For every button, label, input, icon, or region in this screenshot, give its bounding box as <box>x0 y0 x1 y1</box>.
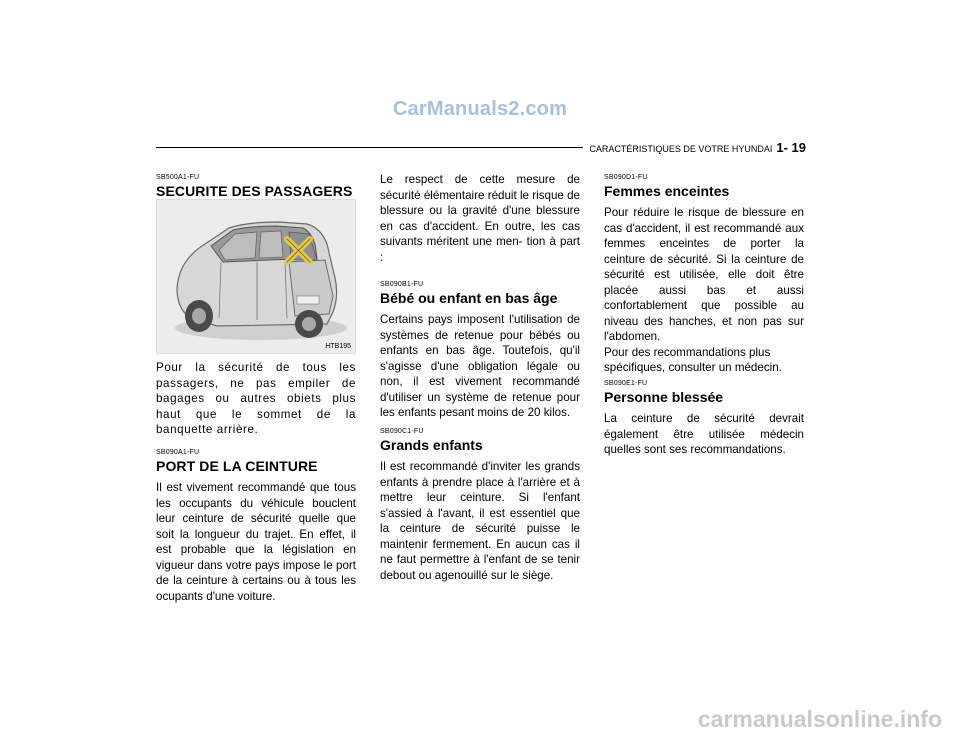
header-rule <box>156 147 583 148</box>
section-code: SB090A1-FU <box>156 449 200 456</box>
page-number: 1- 19 <box>776 140 806 155</box>
section-title: Femmes enceintes <box>604 183 730 199</box>
section-code: SB090E1-FU <box>604 380 648 387</box>
hatchback-rear-view-illustration <box>157 200 355 353</box>
figure-code: HTB195 <box>325 343 351 350</box>
paragraph: Pour des recommandations plus spécifiques, consulter un médecin. <box>604 345 782 374</box>
paragraph: Le respect de cette mesure de sécurité élémentaire réduit le risque de blessure ou la gravité d'une blessure en cas d'accident. En outre, les cas suivants méritent une men- tion à part : <box>380 173 580 264</box>
section-intro <box>380 172 580 265</box>
section-title: Bébé ou enfant en bas âge <box>380 290 558 306</box>
paragraph: Certains pays imposent l'utilisation de systèmes de retenue pour bébés ou enfants en bas âge. Toutefois, qu'il s'agisse d'une obligation légale ou non, il est vivement recommandé d'utiliser un système de retenue pour les enfants pesant moins de 20 kilos. <box>380 313 580 419</box>
watermark-bottom[interactable]: carmanualsonline.info <box>697 706 942 732</box>
paragraph: Pour la sécurité de tous les passagers, ne pas empiler de bagages ou autres obiets plus haut que le sommet de la banquette arrière. <box>156 361 356 436</box>
chapter-title: CARACTÉRISTIQUES DE VOTRE HYUNDAI <box>589 144 773 154</box>
page-header <box>589 140 806 155</box>
car-illustration <box>156 199 356 354</box>
section-code: SB090B1-FU <box>380 281 424 288</box>
paragraph: Il est recommandé d'inviter les grands enfants à prendre place à l'arrière et à mettre leur ceinture. Si l'enfant s'assied à l'avant, il est essentiel que la ceinture de sécurité puisse le maintenir fermement. En aucun cas il ne faut permettre à l'enfant de se tenir debout ou agenouillé sur le siège. <box>380 460 580 582</box>
section-title: Personne blessée <box>604 389 724 405</box>
section-seatbelt <box>156 449 356 604</box>
section-older-children <box>380 428 580 583</box>
watermark-top[interactable]: CarManuals2.com <box>392 98 568 120</box>
section-baby <box>380 281 580 421</box>
section-code: SB090D1-FU <box>604 174 648 181</box>
section-code: SB500A1-FU <box>156 174 200 181</box>
paragraph: Il est vivement recommandé que tous les occupants du véhicule bouclent leur ceinture de sécurité quelle que soit la longueur du trajet. En effet, il est probable que la législation en vigueur dans votre pays impose le port de la ceinture à certains ou à tous les ocupants d'une voiture. <box>156 481 356 603</box>
section-title: Grands enfants <box>380 437 483 453</box>
paragraph: La ceinture de sécurité devrait également être utilisée médecin quelles sont ses recommandations. <box>604 412 804 456</box>
section-injured-person <box>604 380 804 458</box>
section-code: SB090C1-FU <box>380 428 424 435</box>
section-passenger-safety-body <box>156 360 356 438</box>
paragraph: Pour réduire le risque de blessure en cas d'accident, il est recommandé aux femmes enceintes de porter la ceinture de sécurité. Si la ceinture de sécurité est utilisée, elle doit être placée aussi bas et aussi confortablement que possible au niveau des hanches, et non pas sur l'abdomen. <box>604 206 804 343</box>
section-pregnant-women <box>604 174 804 376</box>
section-title: SECURITE DES PASSAGERS <box>156 183 353 199</box>
section-title: PORT DE LA CEINTURE <box>156 458 318 474</box>
